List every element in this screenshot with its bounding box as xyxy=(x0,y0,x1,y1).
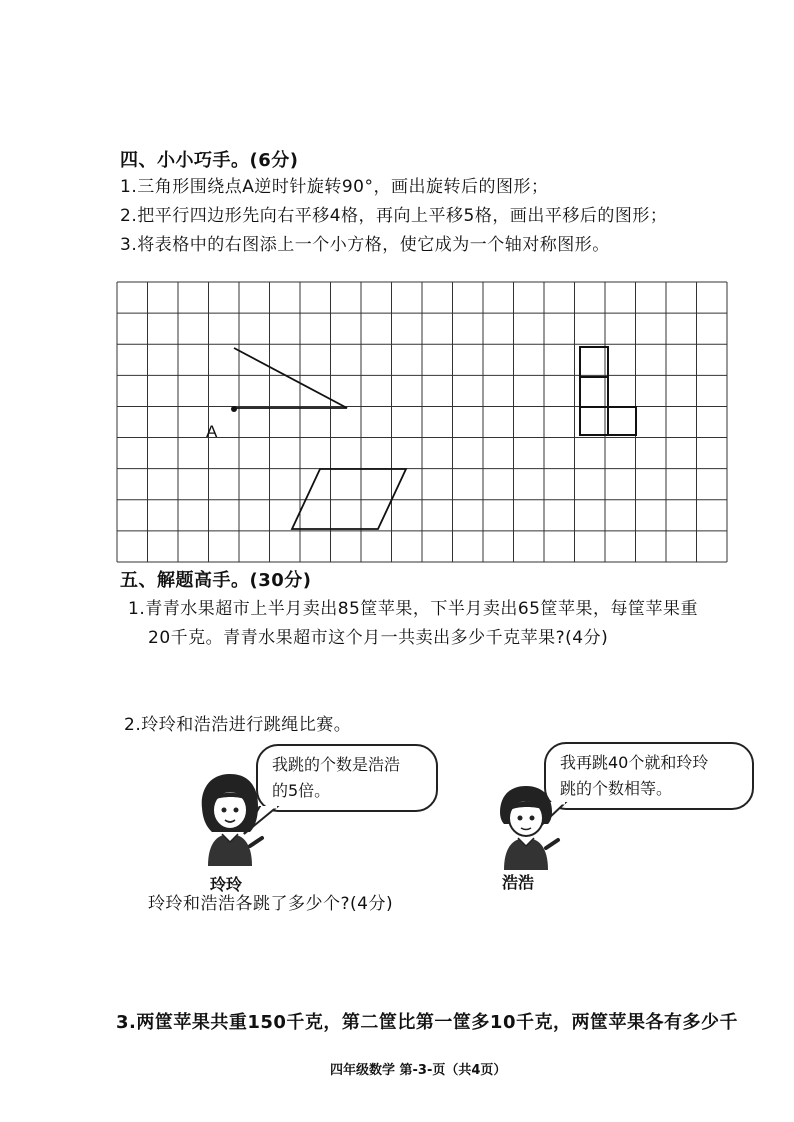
q3-line1: 3.两筐苹果共重150千克，第二筐比第一筐多10千克，两筐苹果各有多少千 xyxy=(116,1012,738,1033)
symmetry-shape xyxy=(580,347,636,435)
name-lingling: 玲玲 xyxy=(210,875,243,894)
section4-title: 四、小小巧手。(6分) xyxy=(120,150,299,171)
q2-question: 玲玲和浩浩各跳了多少个?(4分) xyxy=(148,894,394,914)
parallelogram-shape xyxy=(292,469,406,529)
point-a-label: A xyxy=(206,422,218,441)
section4-item-1: 1.三角形围绕点A逆时针旋转90°，画出旋转后的图形； xyxy=(120,177,549,197)
section5-title: 五、解题高手。(30分) xyxy=(120,570,312,591)
speech-bubble-right xyxy=(544,742,754,810)
boy-haohao-illustration xyxy=(490,780,562,872)
page-footer: 四年级数学 第-3-页（共4页） xyxy=(330,1063,507,1078)
bubble-left-line1: 我跳的个数是浩浩 xyxy=(272,755,401,774)
q1-line1: 1.青青水果超市上半月卖出85筐苹果，下半月卖出65筐苹果，每筐苹果重 xyxy=(128,599,698,619)
section4-item-2: 2.把平行四边形先向右平移4格，再向上平移5格，画出平移后的图形； xyxy=(120,206,668,226)
bubble-left-line2: 的5倍。 xyxy=(272,781,331,800)
speech-bubble-left xyxy=(256,744,438,812)
bubble-right-line2: 跳的个数相等。 xyxy=(560,779,673,798)
q1-line2: 20千克。青青水果超市这个月一共卖出多少千克苹果?(4分) xyxy=(148,628,609,648)
section4-item-3: 3.将表格中的右图添上一个小方格，使它成为一个轴对称图形。 xyxy=(120,235,610,255)
drawing-grid[interactable] xyxy=(116,281,728,563)
girl-lingling-illustration xyxy=(192,768,268,872)
bubble-right-line1: 我再跳40个就和玲玲 xyxy=(560,753,709,772)
point-a-dot xyxy=(231,406,237,412)
q2-intro: 2.玲玲和浩浩进行跳绳比赛。 xyxy=(124,715,352,735)
name-haohao: 浩浩 xyxy=(502,873,535,892)
